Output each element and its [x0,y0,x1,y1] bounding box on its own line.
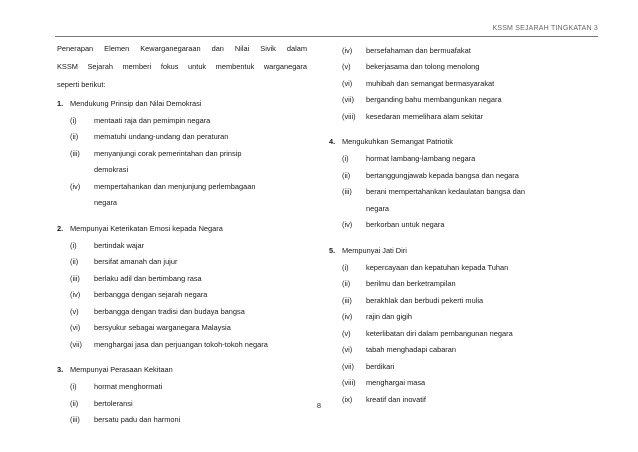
item-text: bersifat amanah dan jujur [94,257,178,267]
section-heading [329,133,589,151]
list-item [57,112,307,129]
section-2 [57,219,307,353]
item-text: berakhlak dan berbudi pekerti mulia [366,295,484,305]
list-item [57,237,307,254]
list-item [57,303,307,320]
item-continuation: negara [94,198,118,208]
item-numeral: (i) [70,115,77,125]
section-heading [57,219,307,237]
section-number: 4. [329,137,336,146]
item-continuation: demokrasi [94,165,129,175]
item-numeral: (iii) [342,295,352,305]
list-item [329,151,589,168]
item-text: tabah menghadapi cabaran [366,345,456,355]
section-number: 5. [329,245,336,255]
list-item [329,375,589,392]
item-text: muhibah dan semangat bermasyarakat [366,78,495,88]
list-item [57,254,307,271]
list-item [329,276,589,293]
item-text: keterlibatan diri dalam pembangunan negara [366,328,513,338]
list-item [329,108,589,125]
item-numeral: (iv) [70,181,81,191]
list-item [329,342,589,359]
item-text: bersefahaman dan bermuafakat [366,45,471,55]
item-text: bertanggungjawab kepada bangsa dan negara [366,170,519,180]
item-text: berlaku adil dan bertimbang rasa [94,273,202,283]
section-number: 3. [57,365,64,374]
section-heading [57,361,307,379]
item-numeral: (v) [342,328,351,338]
item-numeral: (ii) [342,279,351,289]
section-number: 2. [57,223,64,233]
item-text: menghargai masa [366,378,426,388]
section-title: Mengukuhkan Semangat Patriotik [342,137,453,146]
item-numeral: (vii) [342,95,354,105]
list-item [329,167,589,184]
list-item [57,287,307,304]
list-item [329,217,589,234]
list-item [57,129,307,146]
item-numeral: (viii) [342,111,356,121]
item-text: bertoleransi [94,398,133,408]
item-text: bekerjasama dan tolong menolong [366,62,480,72]
item-numeral: (ix) [342,394,353,404]
item-text: hormat menghormati [94,382,163,392]
item-numeral: (vi) [342,78,353,88]
page-number: 8 [316,401,322,410]
intro-paragraph [57,40,307,94]
item-numeral: (iii) [70,415,80,425]
item-numeral: (iii) [342,187,352,197]
item-numeral: (iv) [342,45,353,55]
item-text: mempertahankan dan menjunjung perlembagaan [94,181,256,191]
section-1 [57,94,307,211]
list-item [57,178,307,195]
section-number: 1. [57,98,64,108]
item-text: mentaati raja dan pemimpin negara [94,115,211,125]
item-numeral: (viii) [342,378,356,388]
list-item [329,309,589,326]
item-numeral: (vii) [70,339,82,349]
header-rule [55,36,598,37]
list-item [57,412,307,429]
item-numeral: (iii) [70,148,80,158]
section-3 [57,361,307,429]
section-5 [329,241,589,408]
right-column [329,40,589,408]
list-item [57,270,307,287]
list-item [57,320,307,337]
item-numeral: (i) [342,262,349,272]
item-text: menyanjungi corak pemerintahan dan prinsip [94,148,242,158]
item-text: bertindak wajar [94,240,145,250]
item-numeral: (v) [342,62,351,72]
item-text: mematuhi undang-undang dan peraturan [94,132,229,142]
item-numeral: (ii) [342,170,351,180]
left-column [57,40,307,428]
section-title: Mempunyai Jati Diri [342,245,407,255]
list-item [329,75,589,92]
item-text: rajin dan gigih [366,312,413,322]
section-heading [57,94,307,112]
item-numeral: (ii) [70,257,79,267]
section-title: Mempunyai Keterikatan Emosi kepada Negara [70,223,223,233]
item-numeral: (ii) [70,132,79,142]
list-item [329,92,589,109]
list-item [329,292,589,309]
item-numeral: (iii) [70,273,80,283]
item-numeral: (iv) [70,290,81,300]
section-4 [329,133,589,234]
item-text: menghargai jasa dan perjuangan tokoh-tokoh negara [94,339,268,349]
item-numeral: (i) [342,154,349,164]
list-item [57,379,307,396]
section-heading [329,241,589,259]
intro-line-3: seperti berikut: [57,80,106,89]
item-text: bersatu padu dan harmoni [94,415,181,425]
item-numeral: (ii) [70,398,79,408]
list-item [57,145,307,162]
item-numeral: (vii) [342,361,354,371]
item-text: kreatif dan inovatif [366,394,426,404]
section-3-continued [329,40,589,125]
list-item [329,358,589,375]
list-item [57,336,307,353]
list-item [329,42,589,59]
list-item [329,259,589,276]
list-item [329,184,589,201]
header-title: KSSM SEJARAH TINGKATAN 3 [492,25,598,32]
item-numeral: (i) [70,382,77,392]
item-numeral: (i) [70,240,77,250]
item-numeral: (vi) [70,323,81,333]
item-text: kepercayaan dan kepatuhan kepada Tuhan [366,262,509,272]
section-title: Mendukung Prinsip dan Nilai Demokrasi [70,98,202,108]
item-text: berilmu dan berketrampilan [366,279,456,289]
item-text: berbangga dengan tradisi dan budaya bangsa [94,306,245,316]
item-numeral: (vi) [342,345,353,355]
item-text: berbangga dengan sejarah negara [94,290,208,300]
item-numeral: (iv) [342,220,353,230]
list-item [329,59,589,76]
item-text: kesedaran memelihara alam sekitar [366,111,484,121]
item-text: hormat lambang-lambang negara [366,154,476,164]
item-text: berganding bahu membangunkan negara [366,95,502,105]
list-item [329,325,589,342]
item-text: berani mempertahankan kedaulatan bangsa dan [366,187,526,197]
section-title: Mempunyai Perasaan Kekitaan [70,365,173,374]
item-text: bersyukur sebagai warganegara Malaysia [94,323,231,333]
intro-line-1: Penerapan Elemen Kewarganegaraan dan Nilai Sivik dalam [57,44,307,53]
item-continuation: negara [366,203,390,213]
intro-line-2: KSSM Sejarah memberi fokus untuk membentuk warganegara [57,62,307,71]
item-numeral: (iv) [342,312,353,322]
item-text: berdikari [366,361,395,371]
item-text: berkorban untuk negara [366,220,445,230]
item-numeral: (v) [70,306,79,316]
